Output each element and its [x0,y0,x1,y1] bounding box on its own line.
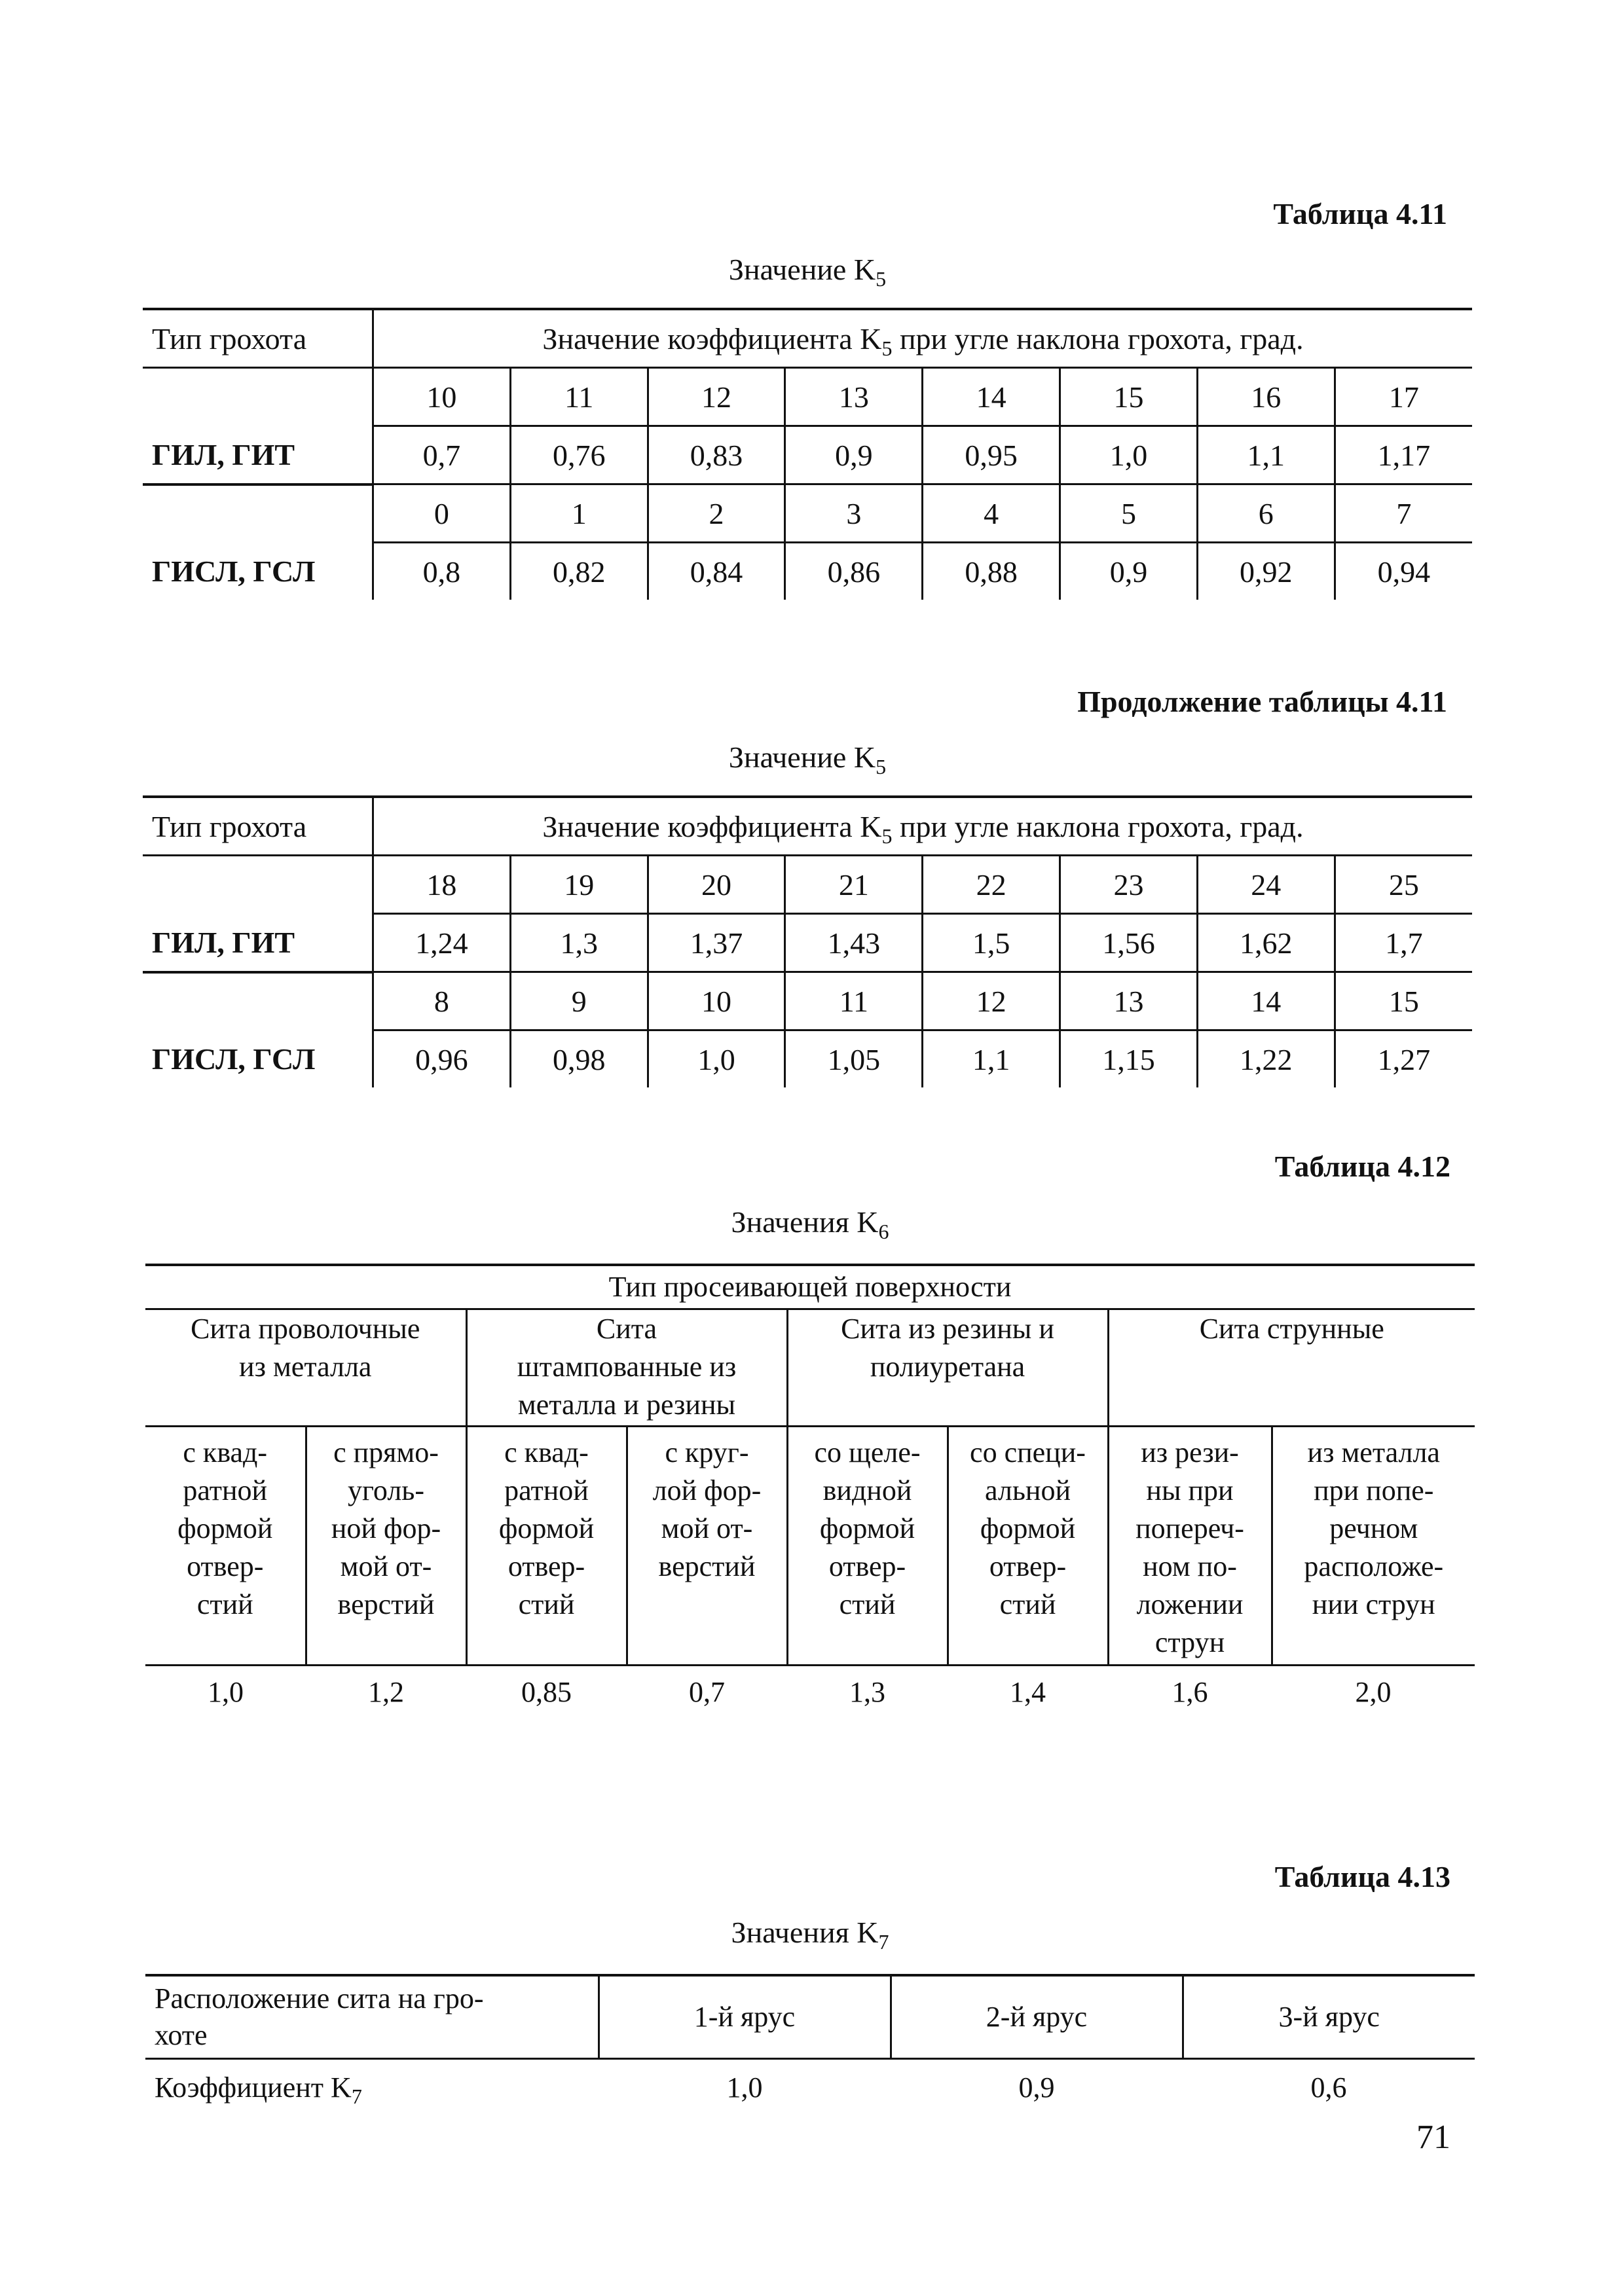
angle-cell: 8 [373,972,511,1030]
subcol-header: с круг- лой фор- мой от- верстий [627,1427,787,1666]
value-cell: 2,0 [1355,1676,1392,1708]
value-cell: 0,94 [1335,543,1472,600]
table-row [143,426,1472,484]
screen-type-name: ГИСЛ, ГСЛ [152,554,316,588]
subcol-header: с квад- ратной формой отвер- стий [466,1427,627,1666]
screen-type-name: ГИЛ, ГИТ [143,914,373,972]
value-cell: 1,0 [648,1030,785,1088]
value-cell: 1,2 [368,1676,404,1708]
value-cell: 0,86 [785,543,923,600]
col-type-header: Тип грохота [143,309,373,368]
angle-cell: 16 [1197,368,1335,426]
value-cell: 1,62 [1197,914,1335,972]
subcol-header: со щеле- видной формой отвер- стий [787,1427,948,1666]
value-cell: 1,7 [1335,914,1472,972]
screen-type-name: ГИЛ, ГИТ [143,426,373,484]
tier-header: 3-й ярус [1183,1975,1475,2059]
angle-cell: 14 [923,368,1060,426]
coef-row-label: Коэффициент $K_7$ [155,2071,362,2108]
angle-cell: 17 [1335,368,1472,426]
angle-cell: 13 [1060,972,1198,1030]
table-header-row [145,1975,1475,2059]
value-cell: 0,6 [1310,2071,1347,2104]
angle-cell: 24 [1197,856,1335,914]
angle-cell: 14 [1197,972,1335,1030]
angle-cell: 9 [510,972,648,1030]
value-cell: 0,92 [1197,543,1335,600]
subcol-header: с квад- ратной формой отвер- стий [145,1427,306,1666]
table-4-11-cont-title: Значение $K_5$ [728,740,887,778]
tier-header: 2-й ярус [891,1975,1183,2059]
subcol-header: из рези- ны при попереч- ном по- ложении струн [1108,1427,1272,1666]
value-cell: 0,98 [510,1030,648,1088]
table-4-12-title: Значения $K_6$ [731,1205,889,1243]
angle-cell: 10 [373,368,511,426]
angle-cell: 19 [510,856,648,914]
table-row [145,1666,1475,1719]
subcol-header-row [145,1427,1475,1666]
col-coef-header: Значение коэффициента $K_5$ при угле наклона грохота, град. [373,309,1473,368]
surface-type-header: Тип просеивающей поверхности [145,1265,1475,1309]
value-cell: 0,7 [373,426,511,484]
value-cell: 1,56 [1060,914,1198,972]
value-cell: 1,24 [373,914,511,972]
table-header-row [143,797,1472,856]
value-cell: 1,0 [726,2071,763,2104]
table-4-11-title: Значение $K_5$ [728,253,887,291]
angle-cell: 5 [1060,484,1198,543]
value-cell: 0,96 [373,1030,511,1088]
table-4-11-cont-label: Продолжение таблицы 4.11 [1077,685,1447,718]
screen-type-name: ГИСЛ, ГСЛ [152,1042,316,1076]
group-header-row [145,1309,1475,1427]
angle-cell: 15 [1060,368,1198,426]
col-type-header: Тип грохота [143,797,373,856]
table-4-12 [145,1264,1475,1719]
angle-cell: 20 [648,856,785,914]
value-cell: 1,17 [1335,426,1472,484]
table-row [143,914,1472,972]
angle-cell: 22 [923,856,1060,914]
tier-header: 1-й ярус [599,1975,891,2059]
table-4-13-title: Значения $K_7$ [731,1916,889,1954]
group-header: Сита из резины и полиуретана [787,1309,1108,1427]
value-cell: 1,0 [1060,426,1198,484]
table-4-11 [143,308,1472,600]
table-row [143,972,1472,1030]
angle-cell: 11 [510,368,648,426]
table-row [143,368,1472,426]
value-cell: 1,1 [1197,426,1335,484]
angle-cell: 0 [373,484,511,543]
table-row [143,1030,1472,1088]
table-header-row [145,1265,1475,1309]
sieve-position-header: Расположение сита на гро- хоте [145,1975,599,2059]
value-cell: 1,3 [849,1676,885,1708]
table-4-13-label: Таблица 4.13 [1274,1860,1450,1893]
table-row [145,2059,1475,2115]
value-cell: 1,27 [1335,1030,1472,1088]
value-cell: 0,82 [510,543,648,600]
angle-cell: 23 [1060,856,1198,914]
value-cell: 1,6 [1172,1676,1208,1708]
angle-cell: 3 [785,484,923,543]
value-cell: 0,76 [510,426,648,484]
table-header-row [143,309,1472,368]
value-cell: 0,88 [923,543,1060,600]
value-cell: 0,9 [1060,543,1198,600]
page-number: 71 [1416,2119,1450,2156]
table-4-13 [145,1974,1475,2115]
value-cell: 1,15 [1060,1030,1198,1088]
angle-cell: 12 [923,972,1060,1030]
angle-cell: 13 [785,368,923,426]
table-4-12-label: Таблица 4.12 [1274,1150,1450,1183]
angle-cell: 7 [1335,484,1472,543]
angle-cell: 11 [785,972,923,1030]
subcol-header: со специ- альной формой отвер- стий [948,1427,1108,1666]
table-4-11-label: Таблица 4.11 [1273,197,1447,230]
table-row [143,856,1472,914]
value-cell: 0,85 [521,1676,572,1708]
table-row [143,484,1472,543]
table-4-11-cont [143,795,1472,1087]
angle-cell: 15 [1335,972,1472,1030]
value-cell: 1,0 [208,1676,244,1708]
subcol-header: с прямо- уголь- ной фор- мой от- верстий [306,1427,466,1666]
value-cell: 1,4 [1010,1676,1046,1708]
group-header: Сита проволочные из металла [145,1309,466,1427]
angle-cell: 4 [923,484,1060,543]
table-row [143,543,1472,600]
value-cell: 1,3 [510,914,648,972]
subcol-header: из металла при попе- речном расположе- нии струн [1272,1427,1475,1666]
value-cell: 0,84 [648,543,785,600]
value-cell: 1,5 [923,914,1060,972]
angle-cell: 2 [648,484,785,543]
col-coef-header: Значение коэффициента $K_5$ при угле наклона грохота, град. [373,797,1473,856]
angle-cell: 6 [1197,484,1335,543]
value-cell: 1,37 [648,914,785,972]
angle-cell: 18 [373,856,511,914]
value-cell: 0,7 [689,1676,725,1708]
value-cell: 0,9 [785,426,923,484]
value-cell: 1,1 [923,1030,1060,1088]
value-cell: 0,9 [1018,2071,1055,2104]
angle-cell: 21 [785,856,923,914]
angle-cell: 10 [648,972,785,1030]
group-header: Сита струнные [1108,1309,1475,1427]
angle-cell: 1 [510,484,648,543]
value-cell: 1,22 [1197,1030,1335,1088]
angle-cell: 25 [1335,856,1472,914]
value-cell: 1,43 [785,914,923,972]
value-cell: 0,95 [923,426,1060,484]
value-cell: 0,8 [373,543,511,600]
group-header: Сита штампованные из металла и резины [466,1309,787,1427]
angle-cell: 12 [648,368,785,426]
value-cell: 0,83 [648,426,785,484]
value-cell: 1,05 [785,1030,923,1088]
